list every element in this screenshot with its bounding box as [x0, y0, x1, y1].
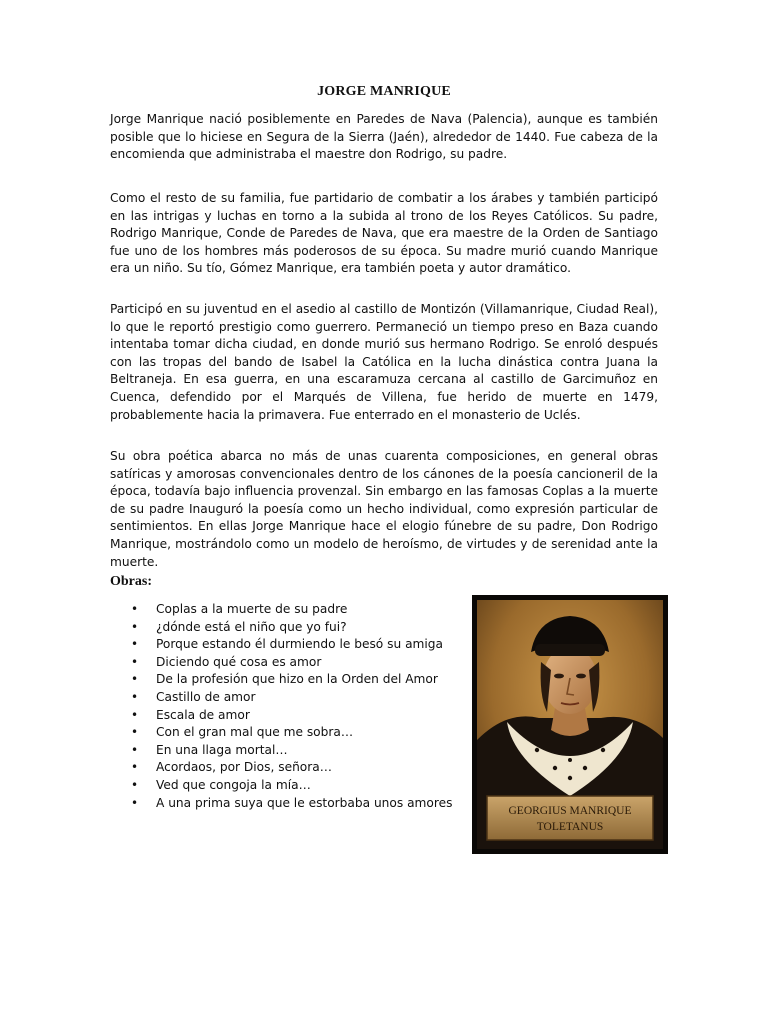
bullet-icon: •: [131, 725, 139, 740]
works-list: [110, 601, 458, 812]
bullet-icon: •: [131, 637, 139, 652]
bullet-icon: •: [131, 689, 139, 704]
bullet-icon: •: [131, 672, 139, 687]
work-title: Ved que congoja la mía…: [156, 777, 311, 792]
work-title: Con el gran mal que me sobra…: [156, 725, 354, 740]
list-item: [110, 689, 458, 707]
list-item: [110, 707, 458, 725]
bullet-icon: •: [131, 777, 139, 792]
bullet-icon: •: [131, 760, 139, 775]
list-item: [110, 724, 458, 742]
portrait-caption-line1: GEORGIUS MANRIQUE: [508, 805, 632, 817]
list-item: [110, 654, 458, 672]
work-title: Acordaos, por Dios, señora…: [156, 760, 332, 775]
portrait-painting: [477, 600, 663, 849]
bullet-icon: •: [131, 795, 139, 810]
bullet-icon: •: [131, 707, 139, 722]
paragraph-poetry: Su obra poética abarca no más de unas cuarenta composiciones, en general obras satíricas y amorosas convencionales dentro de los cánones de la poesía cancioneril de la época, todavía bajo influencia provenzal. Sin embargo en las famosas Coplas a la muerte de su padre Inauguró la poesía como un hecho individual, como expresión particular de sentimientos. En ellas Jorge Manrique hace el elogio fúnebre de su padre, Don Rodrigo Manrique, mostrándolo como un modelo de heroísmo, de virtudes y de serenidad ante la muerte.: [110, 449, 658, 569]
work-title: Escala de amor: [156, 707, 250, 722]
list-item: [110, 795, 458, 813]
page-title: JORGE MANRIQUE: [317, 84, 451, 99]
paragraph-military: Participó en su juventud en el asedio al castillo de Montizón (Villamanrique, Ciudad Real), lo que le reportó prestigio como guerrero. Permaneció un tiempo preso en Baza cuando intentaba tomar dicha ciudad, en donde murió sus hermano Rodrigo. Se enroló después con las tropas del bando de Isabel la Católica en la lucha dinástica contra Juana la Beltraneja. En esa guerra, en una escaramuza cercana al castillo de Garcimuñoz en Cuenca, defendido por el Marqués de Villena, fue herido de muerte en 1479, probablemente hacia la primavera. Fue enterrado en el monasterio de Uclés.: [110, 302, 658, 422]
work-title: ¿dónde está el niño que yo fui?: [156, 619, 347, 634]
work-title: Diciendo qué cosa es amor: [156, 654, 322, 669]
portrait-caption-line2: TOLETANUS: [536, 821, 604, 833]
bullet-icon: •: [131, 619, 139, 634]
list-item: [110, 636, 458, 654]
list-item: [110, 671, 458, 689]
works-heading: Obras:: [110, 574, 152, 589]
list-item: [110, 742, 458, 760]
paragraph-family: Como el resto de su familia, fue partidario de combatir a los árabes y también participó en las intrigas y luchas en torno a la subida al trono de los Reyes Católicos. Su padre, Rodrigo Manrique, Conde de Paredes de Nava, que era maestre de la Orden de Santiago fue uno de los hombres más poderosos de su época. Su madre murió cuando Manrique era un niño. Su tío, Gómez Manrique, era también poeta y autor dramático.: [110, 191, 658, 276]
work-title: En una llaga mortal…: [156, 742, 288, 757]
work-title: A una prima suya que le estorbaba unos amores: [156, 795, 453, 810]
bullet-icon: •: [131, 742, 139, 757]
list-item: [110, 777, 458, 795]
list-item: [110, 601, 458, 619]
bullet-icon: •: [131, 602, 139, 616]
portrait-image: [472, 595, 668, 854]
work-title: Coplas a la muerte de su padre: [156, 602, 348, 616]
bullet-icon: •: [131, 654, 139, 669]
work-title: Porque estando él durmiendo le besó su amiga: [156, 637, 444, 652]
work-title: Castillo de amor: [156, 689, 256, 704]
list-item: [110, 759, 458, 777]
list-item: [110, 619, 458, 637]
paragraph-birth: Jorge Manrique nació posiblemente en Paredes de Nava (Palencia), aunque es también posible que lo hiciese en Segura de la Sierra (Jaén), alrededor de 1440. Fue cabeza de la encomienda que administraba el maestre don Rodrigo, su padre.: [110, 112, 658, 162]
work-title: De la profesión que hizo en la Orden del Amor: [156, 672, 438, 687]
